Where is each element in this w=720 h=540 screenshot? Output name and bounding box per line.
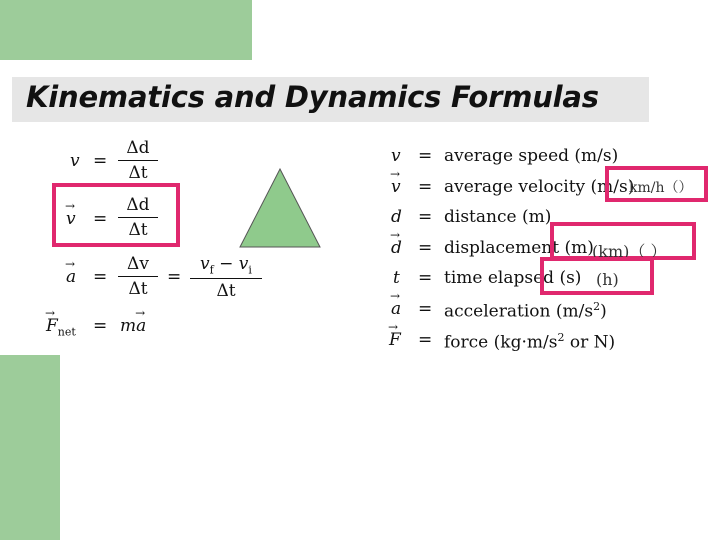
formula-acceleration-denominator: Δt bbox=[118, 276, 158, 299]
legend-sym-5: → a bbox=[391, 301, 401, 318]
legend-eq-2: = bbox=[418, 207, 433, 227]
formula-force-equals: = bbox=[93, 316, 108, 336]
overlay-kmh-text: km/h（） bbox=[629, 180, 693, 196]
formula-force-rhs: m→ a bbox=[120, 318, 146, 335]
triangle-polygon bbox=[240, 169, 320, 247]
legend-sym-4: t bbox=[393, 268, 400, 288]
formula-speed-lhs: v bbox=[70, 151, 80, 171]
legend-eq-1: = bbox=[418, 177, 433, 197]
formula-acceleration-fraction-2: $\frac{v_f - v_i}{\Delta t}$ bbox=[190, 254, 262, 301]
legend-desc-2: distance (m) bbox=[444, 207, 552, 227]
formula-velocity-denominator: Δt bbox=[118, 217, 158, 240]
overlay-km-text: (km)（ ） bbox=[592, 242, 667, 261]
triangle-shape bbox=[238, 167, 322, 249]
formula-acceleration-denominator-2: Δt bbox=[190, 278, 262, 301]
legend-desc-1: average velocity (m/s) bbox=[444, 177, 635, 197]
formula-velocity-numerator: Δd bbox=[126, 195, 150, 215]
formula-initial-velocity: v bbox=[238, 254, 249, 274]
formula-acceleration-equals: = bbox=[93, 267, 108, 287]
highlight-box-kmh bbox=[605, 166, 708, 202]
highlight-box-velocity-formula bbox=[52, 183, 180, 247]
legend-eq-0: = bbox=[418, 146, 433, 166]
legend-sym-0: v bbox=[391, 146, 401, 166]
formula-speed-equals: = bbox=[93, 151, 108, 171]
legend-eq-5: = bbox=[418, 299, 433, 319]
legend-desc-6: force ($kg\cdot m/s^2$ or N) bbox=[444, 331, 616, 353]
formula-acceleration-lhs: → a bbox=[66, 269, 76, 286]
legend-eq-6: = bbox=[418, 330, 433, 350]
legend-eq-4: = bbox=[418, 268, 433, 288]
formula-final-velocity: v bbox=[200, 254, 210, 274]
highlight-box-h bbox=[540, 257, 654, 295]
legend-desc-0: average speed (m/s) bbox=[444, 146, 619, 166]
formula-velocity-lhs: → v bbox=[66, 211, 76, 228]
legend-desc-3: displacement (m) bbox=[444, 238, 594, 258]
legend-sym-2: d bbox=[391, 207, 402, 227]
formula-speed-fraction bbox=[118, 138, 158, 183]
highlight-box-km bbox=[550, 222, 696, 260]
formula-velocity-equals: = bbox=[93, 209, 108, 229]
decorative-block-top bbox=[0, 0, 252, 60]
formula-acceleration-fraction bbox=[118, 254, 158, 299]
formula-acceleration-numerator: Δv bbox=[127, 254, 149, 274]
legend-desc-5: acceleration $(m/s^2)$ bbox=[444, 300, 607, 322]
title-bar bbox=[12, 77, 649, 122]
formula-force-lhs: → $F_{net}$ bbox=[46, 318, 76, 337]
legend-sym-6: → F bbox=[389, 332, 401, 349]
legend-eq-3: = bbox=[418, 238, 433, 258]
legend-desc-4: time elapsed (s) bbox=[444, 268, 582, 288]
legend-sym-1: → v bbox=[391, 179, 401, 196]
page-title: Kinematics and Dynamics Formulas bbox=[26, 80, 599, 114]
legend-sym-3: → d bbox=[391, 240, 402, 257]
overlay-h-text: (h) bbox=[596, 270, 619, 289]
decorative-block-left bbox=[0, 355, 60, 540]
formula-speed-denominator: Δt bbox=[118, 160, 158, 183]
formula-speed-numerator: Δd bbox=[126, 138, 150, 158]
formula-acceleration-equals-2: = bbox=[167, 267, 182, 287]
